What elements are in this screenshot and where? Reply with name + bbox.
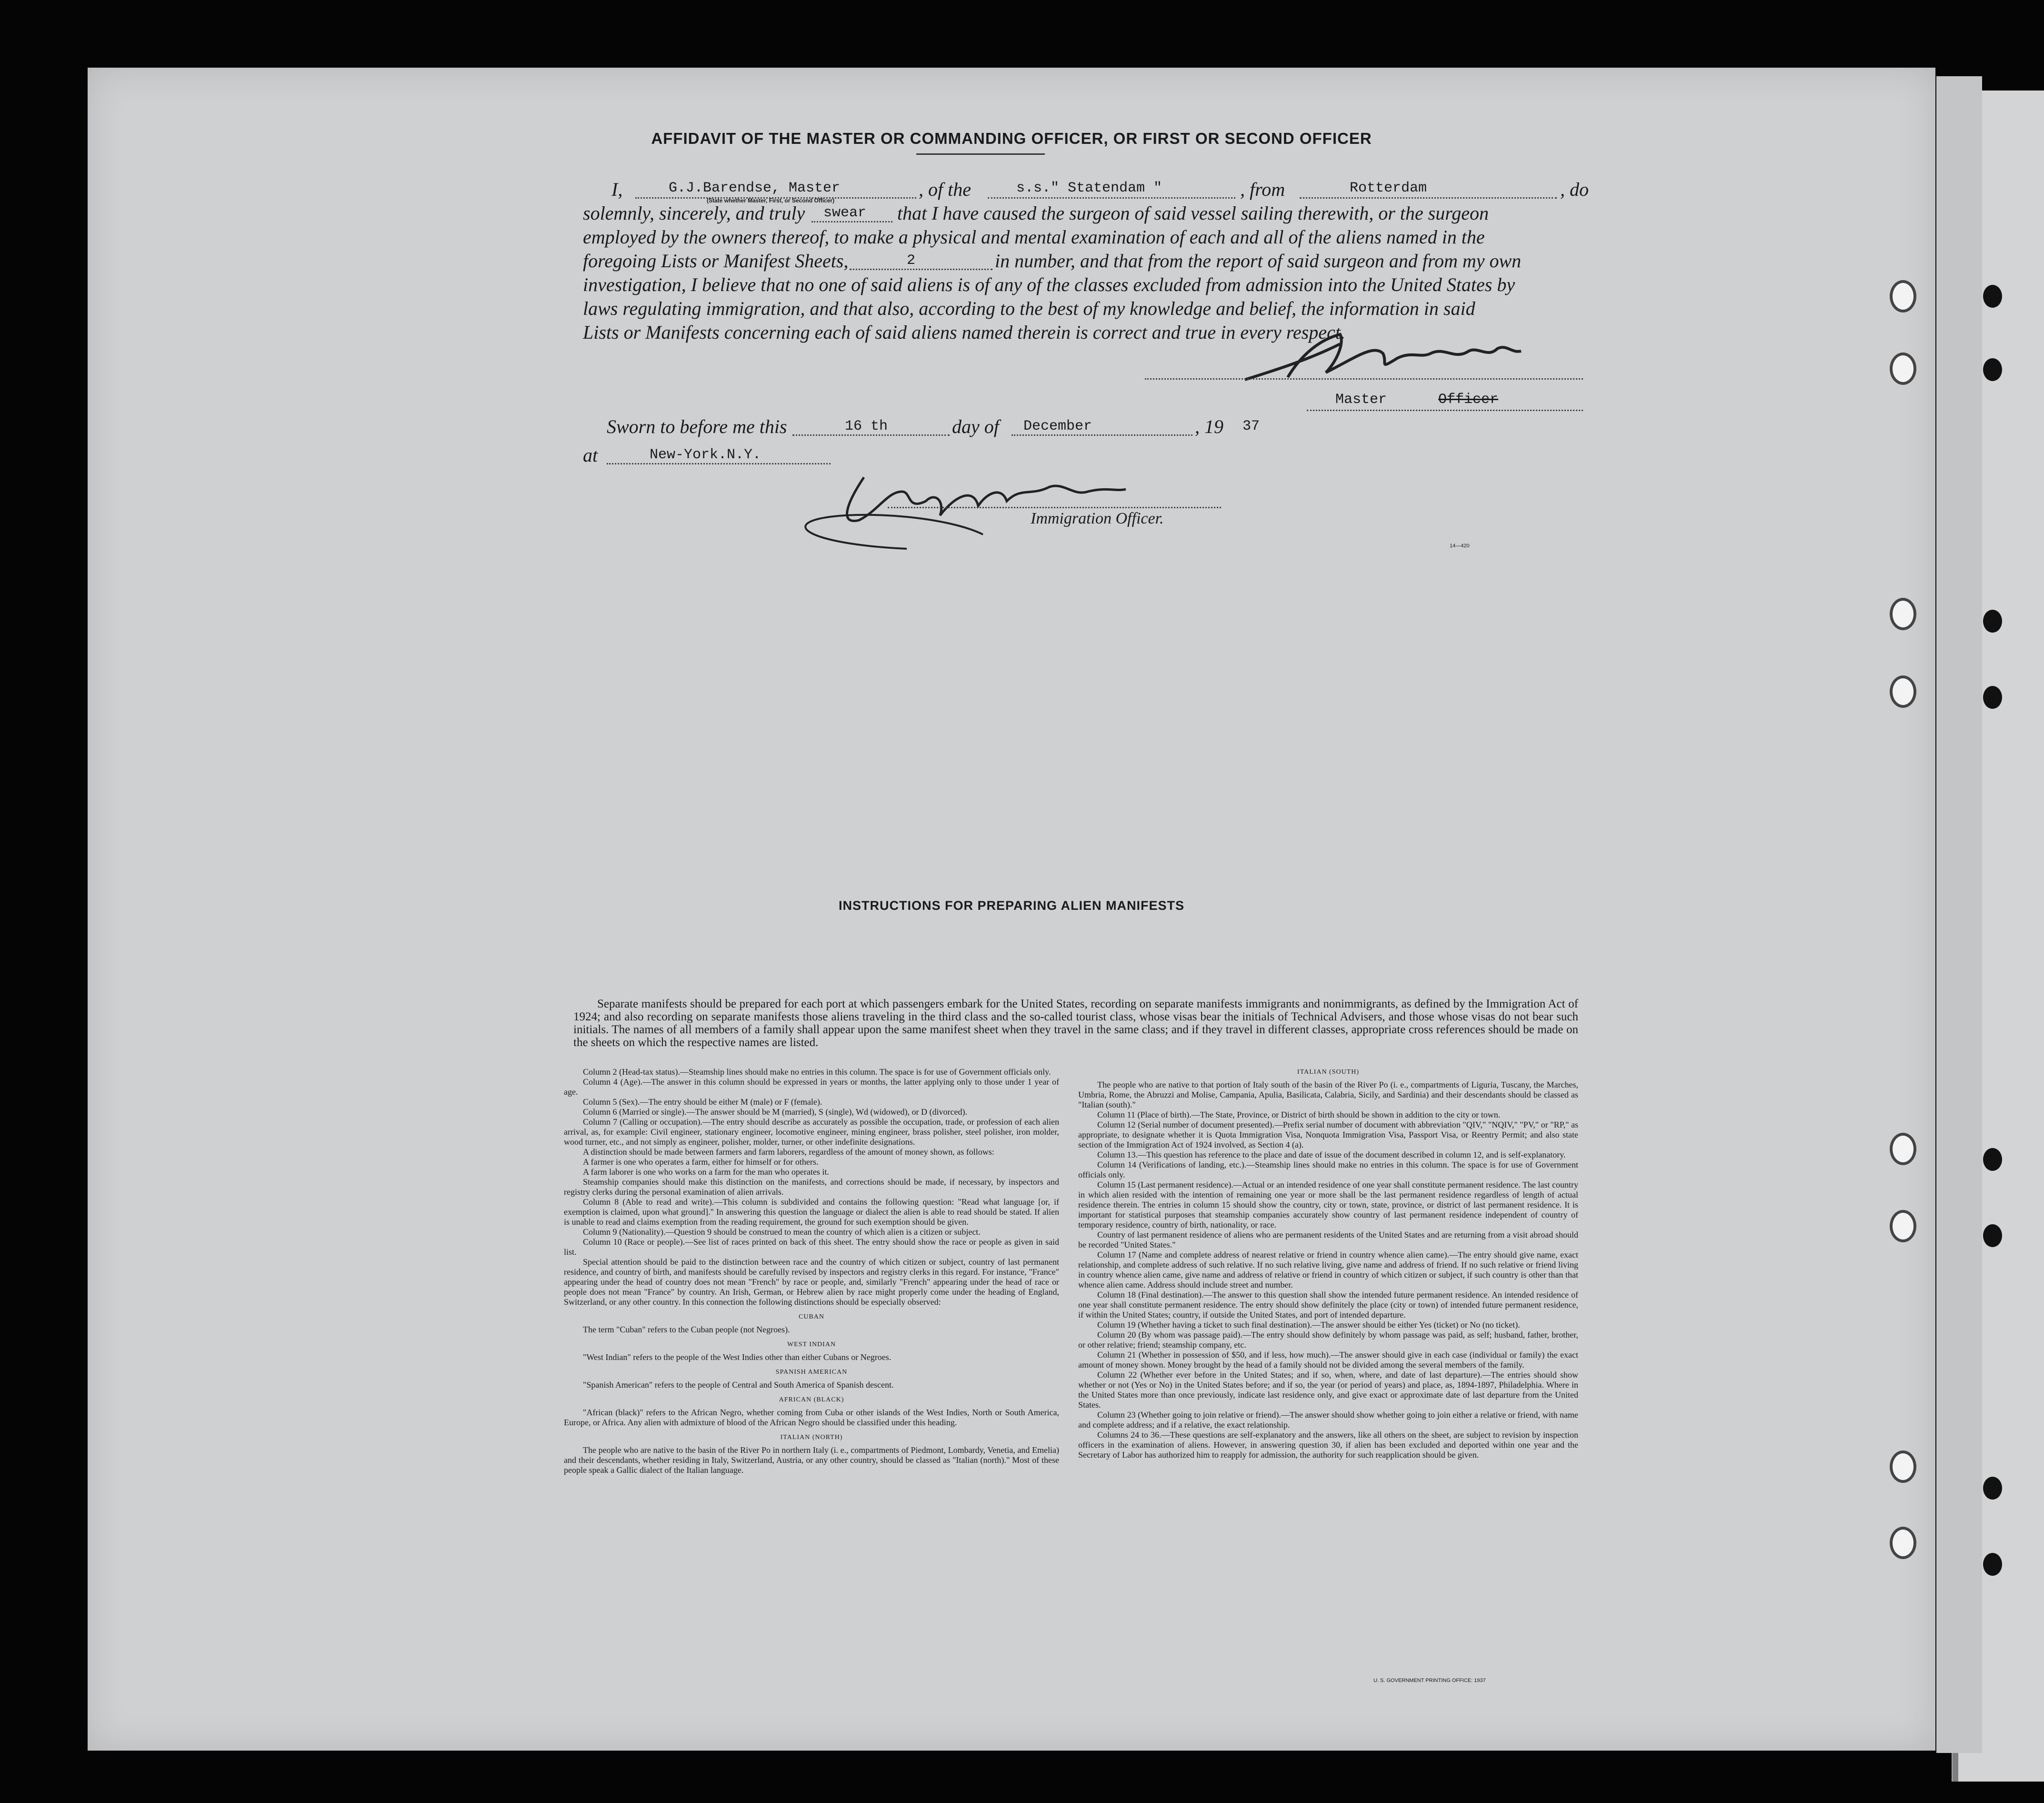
oath-word: swear	[823, 205, 867, 221]
instruction-paragraph: Column 9 (Nationality).—Question 9 should be construed to mean the country of which alien is a citizen or subject.	[583, 1227, 981, 1237]
count-line	[850, 269, 992, 270]
sworn-c: , 19	[1195, 416, 1223, 437]
instruction-paragraph: Column 18 (Final destination).—The answer to this question shall show the intended future permanent residence. An intended residence of one year shall constitute permanent residence. The entry should show definitely the place (city or town) of intended future permanent residence, if within the United States; country, if outside the United States, and port of intended departure.	[1078, 1290, 1578, 1320]
instruction-paragraph: Column 5 (Sex).—The entry should be either M (male) or F (female).	[583, 1097, 822, 1107]
instruction-paragraph: Column 22 (Whether ever before in the United States; and if so, when, where, and date of last departure).—The entries should show whether or not (Yes or No) in the United States before; and if so, the year (or period of years) and place, as, 1894-1897, Philadelphia. Where in the United States more than once previously, indicate last residence only, and give exact or approximate date of last departure from the United States.	[1078, 1370, 1578, 1410]
sworn-a: Sworn to before me this	[607, 416, 787, 437]
instruction-paragraph: Column 14 (Verifications of landing, etc.).—Steamship lines should make no entries in this column. The space is for use of Government officials only.	[1078, 1160, 1578, 1179]
instructions-left-column	[564, 1067, 1059, 1475]
instruction-paragraph: A farm laborer is one who works on a farm for the man who operates it.	[583, 1167, 829, 1177]
title-rule	[916, 153, 1045, 155]
binder-punch	[1983, 686, 2002, 709]
do-text: , do	[1560, 179, 1589, 200]
instruction-paragraph: Column 12 (Serial number of document presented).—Prefix serial number of document with abbreviation "QIV," "NQIV," "PV," or "RP," as appropriate, to designate whether it is Quota Immigration Visa, Nonquota Immigration Visa, Passport Visa, or Reentry Permit; and also state section of the Immigration Act of 1924 involved, as Section 4 (a).	[1078, 1120, 1578, 1149]
instruction-paragraph: Steamship companies should make this distinction on the manifests, and corrections should be made, if necessary, by inspectors and registry clerks during the personal examination of alien arrivals.	[564, 1177, 1059, 1197]
section-heading: CUBAN	[798, 1313, 824, 1320]
section-text: "West Indian" refers to the people of the West Indies other than either Cubans or Negroes.	[583, 1352, 892, 1362]
instruction-paragraph: A distinction should be made between farmers and farm laborers, regardless of the amount of money shown, as follows:	[583, 1147, 994, 1157]
signed-title: Master	[1335, 392, 1387, 408]
officer-signature	[783, 463, 1154, 554]
binder-hole	[1890, 1450, 1916, 1483]
instruction-paragraph: The people who are native to that portion of Italy south of the basin of the River Po (i. e., compartments of Liguria, Tuscany, the Marches, Umbria, Rome, the Abruzzi and Molise, Campania, Apulia, Basilicata, Calabria, Sicily, and Sardinia) and their descendants should be classed as "Italian (south)."	[1078, 1080, 1578, 1109]
instruction-paragraph: Column 20 (By whom was passage paid).—The entry should show definitely by whom passage was paid, as self; husband, father, brother, or other relative; friend; steamship company, etc.	[1078, 1330, 1578, 1350]
section-text: "African (black)" refers to the African Negro, whether coming from Cuba or other islands of the West Indies, North or South America, Europe, or Africa. Any alien with admixture of blood of the African Negro should be classified under this heading.	[564, 1408, 1059, 1427]
officer-signature-line	[888, 507, 1221, 508]
form-number: 14—420	[1450, 543, 1470, 549]
month-line	[1012, 434, 1192, 436]
gpo-imprint: U. S. GOVERNMENT PRINTING OFFICE: 1937	[1373, 1678, 1486, 1683]
instruction-paragraph: Column 11 (Place of birth).—The State, Province, or District of birth should be shown in addition to the city or town.	[1097, 1110, 1501, 1119]
section-text: The people who are native to the basin of the River Po in northern Italy (i. e., compartments of Piedmont, Lombardy, Venetia, and Emelia) and their descendants, whether residing in Italy, Switzerland, Austria, or any other country, should be classed as "Italian (north)." Most of these people speak a Gallic dialect of the Italian language.	[564, 1445, 1059, 1475]
affidavit-title: AFFIDAVIT OF THE MASTER OR COMMANDING OFFICER, OR FIRST OR SECOND OFFICER	[651, 130, 1372, 147]
instruction-paragraph: Column 21 (Whether in possession of $50, and if less, how much).—The answer should give in each case (individual or family) the exact amount of money shown. Money brought by the head of a family should not be divided among the several members of the family.	[1078, 1350, 1578, 1370]
line7: Lists or Manifests concerning each of said aliens named therein is correct and true in every respect.	[583, 322, 1345, 343]
binder-punch	[1983, 285, 2002, 308]
underlying-page	[1936, 76, 1982, 1753]
line2b: that I have caused the surgeon of said vessel sailing therewith, or the surgeon	[897, 202, 1489, 224]
binder-hole	[1890, 1527, 1916, 1559]
sworn-b: day of	[952, 416, 999, 437]
line4b: in number, and that from the report of said surgeon and from my own	[995, 250, 1522, 272]
struck-title: Officer	[1438, 392, 1499, 408]
instruction-paragraph: Column 13.—This question has reference to the place and date of issue of the document described in column 12, and is self-explanatory.	[1097, 1150, 1566, 1159]
manifest-page	[88, 68, 1935, 1751]
instruction-paragraph: Column 6 (Married or single).—The answer should be M (married), S (single), Wd (widowed), or D (divorced).	[583, 1107, 967, 1117]
sworn-place: New-York.N.Y.	[650, 447, 761, 463]
line6: laws regulating immigration, and that also, according to the best of my knowledge and belief, the information in said	[583, 298, 1475, 319]
binder-punch	[1983, 610, 2002, 633]
section-heading: SPANISH AMERICAN	[775, 1369, 848, 1376]
master-signature-line	[1145, 378, 1583, 380]
instruction-paragraph: Column 10 (Race or people).—See list of races printed on back of this sheet. The entry should show the race or people as given in said list.	[564, 1237, 1059, 1257]
sworn-year: 37	[1242, 418, 1260, 434]
binder-hole	[1890, 280, 1916, 312]
line4a: foregoing Lists or Manifest Sheets,	[583, 250, 849, 272]
section-text: "Spanish American" refers to the people of Central and South America of Spanish descent.	[583, 1380, 894, 1390]
instruction-paragraph: Columns 24 to 36.—These questions are self-explanatory and the answers, like all others on the sheet, are subject to revision by inspection officers in the examination of aliens. However, in answering question 30, if alien has been excluded and deported within one year and the Secretary of Labor has authorized him to reapply for admission, the authority for such reapplication should be given.	[1078, 1430, 1578, 1460]
state-hint: (State whether Master, First, or Second Officer)	[707, 197, 835, 204]
instruction-paragraph: Column 2 (Head-tax status).—Steamship lines should make no entries in this column. The space is for use of Government officials only.	[583, 1067, 1051, 1077]
instruction-paragraph: Special attention should be paid to the distinction between race and the country of which citizen or subject, country of last permanent residence, and country of birth, and manifests should be carefully revised by inspectors and registry clerks in this regard. For instance, "France" appearing under the head of country does not mean "French" by race or people, and, similarly "French" appearing under the head of race or people does not mean "France" by country. An Irish, German, or Hebrew alien by race might properly come under the heading of England, Switzerland, or any other country. In this connection the following distinctions should be especially observed:	[564, 1257, 1059, 1307]
section-heading: WEST INDIAN	[787, 1341, 836, 1348]
port-name: Rotterdam	[1350, 180, 1427, 196]
ship-name: s.s." Statendam "	[1016, 180, 1162, 196]
instruction-paragraph: A farmer is one who operates a farm, either for himself or for others.	[583, 1157, 819, 1167]
binder-hole	[1890, 598, 1916, 630]
sworn-month: December	[1023, 418, 1092, 434]
sheet-count: 2	[907, 252, 916, 269]
title-line	[1307, 410, 1583, 411]
instruction-paragraph: Column 8 (Able to read and write).—This column is subdivided and contains the following question: "Read what language [or, if exemption is claimed, upon what ground]." In answering this question the language or dialect the alien is able to read should be stated. If alien is unable to read and claims exemption from the reading requirement, the ground for such exemption should be given.	[564, 1197, 1059, 1227]
binder-punch	[1983, 1148, 2002, 1171]
instruction-paragraph: Column 7 (Calling or occupation).—The entry should describe as accurately as possible the occupation, trade, or profession of each alien arrival, as, for example: Civil engineer, stationary engineer, locomotive engineer, mining engineer, brass polisher, steel polisher, iron molder, wood turner, etc., and not simply as engineer, polisher, molder, turner, or other indefinite designations.	[564, 1117, 1059, 1147]
line2a: solemnly, sincerely, and truly	[583, 202, 805, 224]
instruction-paragraph: Column 23 (Whether going to join relative or friend).—The answer should show whether going to join either a relative or friend, with name and complete address; and if a relative, the exact relationship.	[1078, 1410, 1578, 1430]
binder-hole	[1890, 675, 1916, 708]
section-heading: ITALIAN (NORTH)	[780, 1434, 843, 1441]
at-label: at	[583, 444, 598, 466]
binder-punch	[1983, 358, 2002, 381]
binder-hole	[1890, 1133, 1916, 1165]
of-the-text: , of the	[919, 179, 971, 200]
master-name: G.J.Barendse, Master	[669, 180, 841, 196]
instruction-paragraph: Column 17 (Name and complete address of nearest relative or friend in country whence alien came).—The entry should give name, exact relationship, and complete address of such relative. If no such relative living, give name and address of friend. If no such relative or friend living in country whence alien came, give name and address of relative or friend in country of which citizen or subject, if such country is other than that whence alien came. Address should include street and number.	[1078, 1250, 1578, 1289]
section-heading: ITALIAN (SOUTH)	[1297, 1068, 1360, 1076]
instructions-right-column	[1078, 1067, 1578, 1460]
port-line	[1300, 197, 1557, 199]
officer-title: Immigration Officer.	[1031, 510, 1164, 527]
day-line	[792, 434, 950, 436]
instruction-paragraph: Column 4 (Age).—The answer in this column should be expressed in years or months, the latter applying only to those under 1 year of age.	[564, 1077, 1059, 1097]
instruction-paragraph: Column 19 (Whether having a ticket to such final destination).—The answer should be either Yes (ticket) or No (no ticket).	[1097, 1320, 1520, 1330]
binder-hole	[1890, 353, 1916, 385]
instruction-paragraph: Column 15 (Last permanent residence).—Actual or an intended residence of one year shall constitute permanent residence. The last country in which alien resided with the intention of remaining one year or more shall be the last permanent residence regardless of length of actual residence therein. The entries in column 15 should show the country, city or town, state, province, or district of last permanent residence. It is important for statistical purposes that steamship companies accurately show country of last permanent residence independent of country of temporary residence, country of birth, nationality, or race.	[1078, 1180, 1578, 1229]
binder-punch	[1983, 1224, 2002, 1247]
sworn-day: 16 th	[845, 418, 888, 434]
oath-line	[812, 221, 892, 222]
line3: employed by the owners thereof, to make a physical and mental examination of each and all of the aliens named in the	[583, 226, 1485, 248]
ship-line	[988, 197, 1235, 199]
binder-hole	[1890, 1210, 1916, 1242]
binder-punch	[1983, 1477, 2002, 1500]
instruction-paragraph: Country of last permanent residence of aliens who are permanent residents of the United States and are returning from a visit abroad should be recorded "United States."	[1078, 1230, 1578, 1249]
line5: investigation, I believe that no one of said aliens is of any of the classes excluded from admission into the United States by	[583, 274, 1515, 295]
affidavit-i: I,	[611, 179, 623, 200]
section-heading: AFRICAN (BLACK)	[779, 1396, 844, 1403]
instructions-intro: Separate manifests should be prepared for each port at which passengers embark for the United States, recording on separate manifests immigrants and nonimmigrants, as defined by the Immigration Act of 1924; and also recording on separate manifests those aliens traveling in the third class and the so-called tourist class, whose visas bear the initials of Technical Advisers, and those whose visas do not bear such initials. The names of all members of a family shall appear upon the same manifest sheet when they travel in the same class; and if they travel in different classes, appropriate cross references should be made on the sheets on which the respective names are listed.	[573, 997, 1578, 1049]
master-signature	[1231, 325, 1593, 392]
instructions-title: INSTRUCTIONS FOR PREPARING ALIEN MANIFESTS	[838, 898, 1185, 913]
binder-punch	[1983, 1553, 2002, 1576]
from-text: , from	[1240, 179, 1285, 200]
section-text: The term "Cuban" refers to the Cuban people (not Negroes).	[583, 1325, 790, 1334]
